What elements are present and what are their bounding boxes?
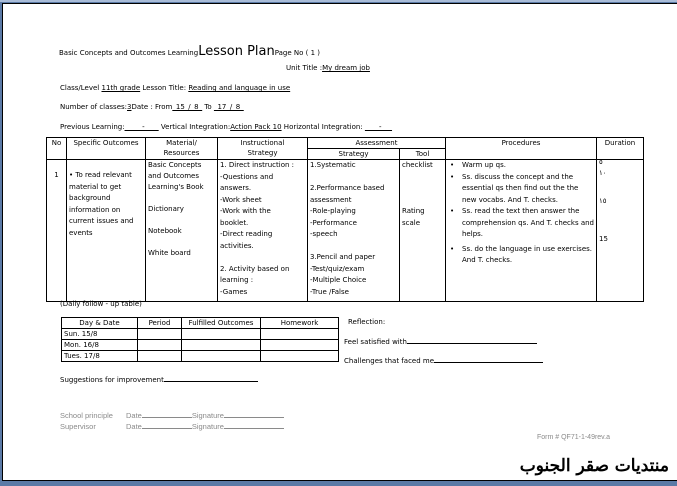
reflection-satisfied xyxy=(344,338,537,346)
assessment-line: -True /False xyxy=(310,287,349,296)
classes-date-line xyxy=(60,103,244,111)
follow-header-homework: Homework xyxy=(261,318,339,329)
page-no-label: Page No ( xyxy=(274,49,311,57)
instructional-line: -Games xyxy=(220,287,248,296)
date-label: Date : From xyxy=(131,103,173,111)
assessment-line: 3.Pencil and paper xyxy=(310,253,376,261)
follow-day: Sun. 15/8 xyxy=(62,329,138,340)
procedure-item: • Warm up qs. xyxy=(448,160,594,172)
duration-value: 15 xyxy=(599,235,608,243)
follow-up-table xyxy=(61,317,339,362)
material-line: Basic Concepts xyxy=(148,161,202,169)
instructional-line: -Work sheet xyxy=(220,195,262,204)
assessment-line: 1.Systematic xyxy=(310,161,356,169)
header-assessment-strategy: Strategy xyxy=(308,149,400,160)
header-instructional-line: Instructional xyxy=(240,139,285,147)
assessment-line: -speech xyxy=(310,230,338,238)
instructional-line: 2. Activity based on xyxy=(220,264,290,273)
signature-row-supervisor xyxy=(60,422,284,431)
horizontal-label: Horizontal Integration: xyxy=(281,123,365,131)
lesson-title-value: Reading and language in use xyxy=(188,84,291,92)
reflection-challenges xyxy=(344,357,543,365)
outcome-line: background xyxy=(69,194,111,202)
signature-blank[interactable] xyxy=(224,417,284,418)
instructional-line: -Work with the xyxy=(220,207,271,215)
follow-row xyxy=(62,351,339,362)
material-line: Dictionary xyxy=(148,205,184,213)
signature-label: Signature xyxy=(191,422,224,431)
row-number: 1 xyxy=(47,160,67,302)
header-no: No xyxy=(47,138,67,160)
date-from: _15_/_8_ xyxy=(172,103,203,111)
assessment-tool-cell xyxy=(400,160,446,302)
instructional-line: booklet. xyxy=(220,218,249,227)
header-duration: Duration xyxy=(597,138,644,160)
signature-label: Signature xyxy=(191,411,224,420)
document-page xyxy=(2,3,677,481)
follow-header-period: Period xyxy=(138,318,182,329)
header-specific-outcomes: Specific Outcomes xyxy=(67,138,146,160)
horizontal-value: ____-___ xyxy=(364,123,392,131)
prev-learning-value: _____-____ xyxy=(124,123,159,131)
duration-value: ١٥ xyxy=(599,197,607,205)
material-line: Notebook xyxy=(148,227,182,235)
follow-header-outcomes: Fulfilled Outcomes xyxy=(182,318,261,329)
suggestions-blank[interactable] xyxy=(164,381,258,382)
page-title: Lesson Plan xyxy=(198,44,275,59)
assessment-line: -Multiple Choice xyxy=(310,276,367,284)
signature-blank[interactable] xyxy=(224,428,284,429)
header-procedures: Procedures xyxy=(446,138,597,160)
suggestions-line xyxy=(60,376,258,384)
duration-value: ٥ xyxy=(599,158,603,166)
follow-homework[interactable] xyxy=(261,340,339,351)
vertical-value: Action Pack 10 xyxy=(230,123,282,131)
num-classes-label: Number of classes: xyxy=(60,103,128,111)
page-no-value: 1 xyxy=(310,49,316,57)
header-subtitle: Basic Concepts and Outcomes Learning xyxy=(59,49,199,57)
follow-period[interactable] xyxy=(138,340,182,351)
procedures-cell xyxy=(446,160,597,302)
follow-up-caption: (Daily follow - up table) xyxy=(60,300,142,308)
outcome-line: material to get xyxy=(69,182,122,191)
reflection-label: Reflection: xyxy=(348,318,386,326)
window-top-strip xyxy=(0,0,677,2)
material-line: White board xyxy=(148,249,191,257)
assessment-line: 2.Performance based xyxy=(310,184,385,192)
assessment-line: -Role-playing xyxy=(310,207,356,215)
assessment-line: -Performance xyxy=(310,218,357,227)
outcome-line: events xyxy=(69,228,93,237)
tool-line: scale xyxy=(402,218,421,227)
follow-homework[interactable] xyxy=(261,351,339,362)
header-instructional-line: Strategy xyxy=(247,149,278,157)
specific-outcomes-cell xyxy=(67,160,146,302)
forum-watermark: منتديات صقر الجنوب xyxy=(519,456,669,476)
unit-title-label: Unit Title : xyxy=(286,64,323,72)
procedure-item: • Ss. do the language in use exercises. And T. checks. xyxy=(448,244,594,267)
instructional-line: activities. xyxy=(220,241,254,250)
header-line xyxy=(59,40,320,59)
satisfied-label: Feel satisfied with xyxy=(344,338,407,346)
challenges-label: Challenges that faced me xyxy=(344,357,435,365)
follow-row xyxy=(62,340,339,351)
signature-date-label: Date xyxy=(126,411,142,420)
outcome-line: • To read relevant xyxy=(69,171,132,179)
tool-line: Rating xyxy=(402,207,425,215)
unit-title xyxy=(286,64,370,72)
instructional-line: -Questions and xyxy=(220,172,274,181)
vertical-label: Vertical Integration: xyxy=(158,123,231,131)
follow-period[interactable] xyxy=(138,329,182,340)
material-cell xyxy=(146,160,218,302)
instructional-line: learning : xyxy=(220,276,254,284)
form-number: Form # QF71-1-49rev.a xyxy=(537,434,611,441)
integration-line xyxy=(60,123,392,131)
instructional-line: 1. Direct instruction : xyxy=(220,161,295,169)
tool-line: checklist xyxy=(402,161,433,169)
follow-outcomes[interactable] xyxy=(182,329,261,340)
prev-learning-label: Previous Learning: xyxy=(60,123,125,131)
follow-row xyxy=(62,329,339,340)
procedure-item: • Ss. read the text then answer the comprehension qs. And T. checks and helps. xyxy=(448,206,594,241)
follow-homework[interactable] xyxy=(261,329,339,340)
follow-outcomes[interactable] xyxy=(182,340,261,351)
unit-title-value: My dream job xyxy=(322,64,370,72)
outcome-line: current issues and xyxy=(69,217,134,225)
header-assessment-tool: Tool xyxy=(400,149,446,160)
signature-date-label: Date xyxy=(126,422,142,431)
challenges-blank[interactable] xyxy=(434,362,543,363)
page-no-close: ) xyxy=(315,49,321,57)
follow-period[interactable] xyxy=(138,351,182,362)
header-instructional xyxy=(218,138,308,160)
outcome-line: information on xyxy=(69,205,121,214)
signature-role: School principle xyxy=(60,411,113,420)
follow-header-day: Day & Date xyxy=(62,318,138,329)
duration-value: ١٠ xyxy=(599,169,607,177)
class-level-label: Class/Level xyxy=(60,84,102,92)
material-line: and Outcomes xyxy=(148,172,199,180)
header-material-line: Material/ xyxy=(166,139,197,147)
suggestions-label: Suggestions for improvement xyxy=(60,376,164,384)
header-material xyxy=(146,138,218,160)
lesson-plan-table xyxy=(46,137,644,302)
header-material-line: Resources xyxy=(163,149,200,157)
material-line: Learning's Book xyxy=(148,183,204,191)
instructional-strategy-cell xyxy=(218,160,308,302)
date-to: _17_/_8_ xyxy=(213,103,244,111)
procedure-item: • Ss. discuss the concept and the essential qs then find out the the new vocabs. And T. checks. xyxy=(448,172,594,207)
date-to-label: To xyxy=(204,103,214,111)
num-classes-value: 3 xyxy=(127,103,132,111)
header-assessment: Assessment xyxy=(308,138,446,149)
assessment-line: -Test/quiz/exam xyxy=(310,264,365,273)
duration-cell xyxy=(597,160,644,302)
follow-day: Mon. 16/8 xyxy=(62,340,138,351)
class-level-line xyxy=(60,84,290,92)
signature-date-blank[interactable] xyxy=(142,417,192,418)
class-level-value: 11th grade xyxy=(101,84,141,92)
satisfied-blank[interactable] xyxy=(407,343,537,344)
lesson-title-label: Lesson Title: xyxy=(140,84,189,92)
signature-date-blank[interactable] xyxy=(142,428,192,429)
signature-role: Supervisor xyxy=(60,422,96,431)
assessment-line: assessment xyxy=(310,195,352,204)
follow-day: Tues. 17/8 xyxy=(62,351,138,362)
follow-outcomes[interactable] xyxy=(182,351,261,362)
instructional-line: answers. xyxy=(220,184,252,192)
signature-row-principle xyxy=(60,411,284,420)
instructional-line: -Direct reading xyxy=(220,230,273,238)
assessment-strategy-cell xyxy=(308,160,400,302)
